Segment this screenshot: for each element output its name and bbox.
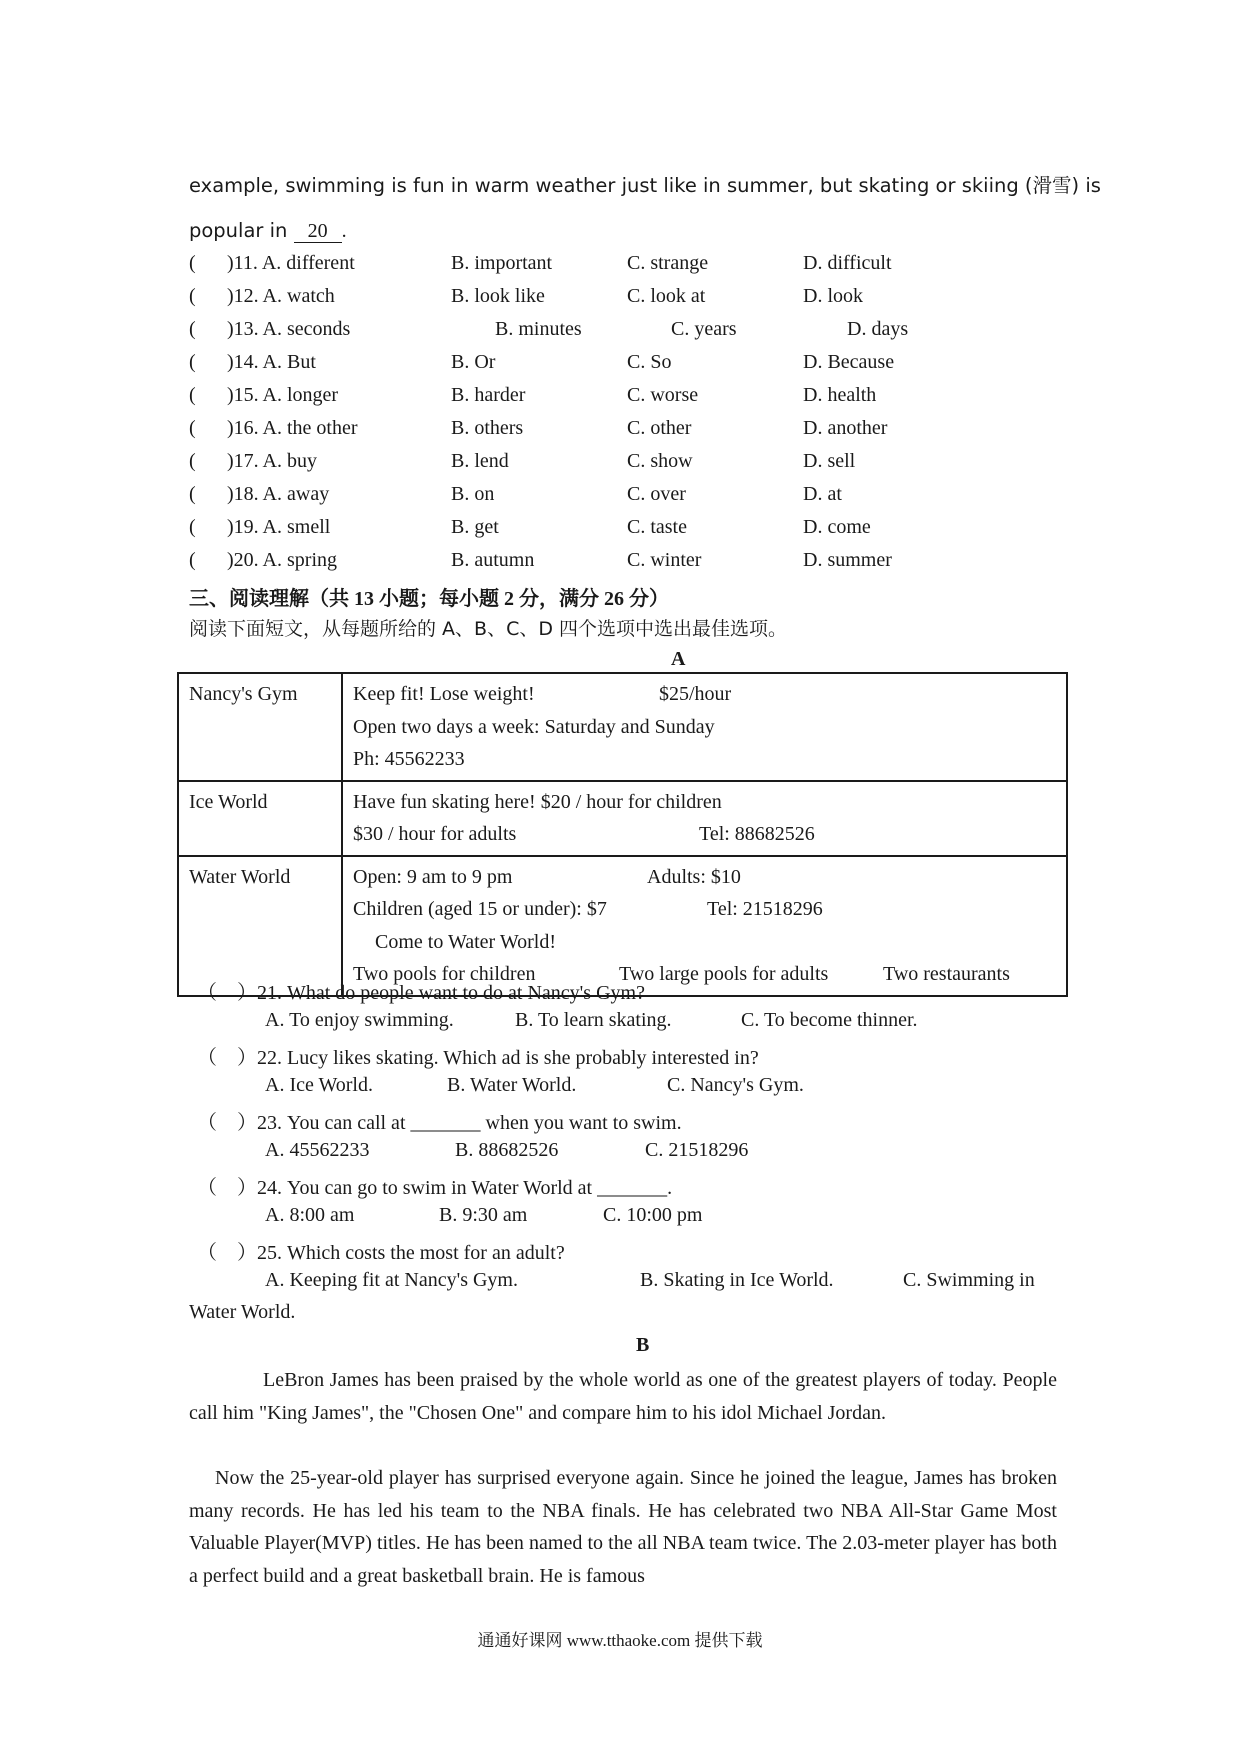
passage-b-paragraph-1: LeBron James has been praised by the whole world as one of the greatest players of today. People call him "King James", the "Chosen One" and compare him to his idol Michael Jordan. xyxy=(189,1369,1057,1424)
option-c: C. Nancy's Gym. xyxy=(667,1074,804,1096)
ad-phone: Ph: 45562233 xyxy=(353,748,465,770)
option-b: B. To learn skating. xyxy=(515,1009,672,1031)
option-a: A. To enjoy swimming. xyxy=(265,1009,454,1031)
option-c: C. years xyxy=(671,318,737,340)
ad-name: Ice World xyxy=(178,781,342,856)
ad-details xyxy=(342,673,1067,781)
ad-price: $25/hour xyxy=(659,683,732,705)
ad-slogan: Keep fit! Lose weight! xyxy=(353,683,535,705)
passage-b-letter: B xyxy=(636,1334,650,1356)
cloze-question-16 xyxy=(189,417,949,447)
option-d: D. at xyxy=(803,483,842,505)
ad-phone: Tel: 88682526 xyxy=(699,823,815,845)
question-25-option-c-continued: Water World. xyxy=(189,1301,296,1323)
option-b: B. on xyxy=(451,483,495,505)
section-instruction: 阅读下面短文，从每题所给的 A、B、C、D 四个选项中选出最佳选项。 xyxy=(189,618,788,640)
option-c: C. taste xyxy=(627,516,687,538)
answer-paren: ( xyxy=(189,384,196,406)
option-d: D. days xyxy=(847,318,909,340)
option-b: B. lend xyxy=(451,450,509,472)
cloze-question-11 xyxy=(189,252,949,282)
option-c: C. over xyxy=(627,483,686,505)
option-a: )14. A. But xyxy=(227,351,316,373)
ad-details xyxy=(342,856,1067,996)
cloze-question-15 xyxy=(189,384,949,414)
option-a: )15. A. longer xyxy=(227,384,339,406)
option-a: A. Ice World. xyxy=(265,1074,373,1096)
option-a: )19. A. smell xyxy=(227,516,331,538)
question-25-options xyxy=(265,1269,1057,1299)
option-b: B. look like xyxy=(451,285,545,307)
ad-slogan: Come to Water World! xyxy=(375,930,557,953)
option-b: B. harder xyxy=(451,384,526,406)
option-a: )17. A. buy xyxy=(227,450,317,472)
answer-paren: ( xyxy=(189,318,196,340)
option-c: C. other xyxy=(627,417,692,439)
ad-hours: Open two days a week: Saturday and Sunday xyxy=(353,715,715,738)
ad-water-world xyxy=(178,856,1067,996)
option-c: C. So xyxy=(627,351,672,373)
option-a: )20. A. spring xyxy=(227,549,337,571)
ad-name: Water World xyxy=(178,856,342,996)
ad-child-price: Children (aged 15 or under): $7 xyxy=(353,898,607,920)
ad-ice-world xyxy=(178,781,1067,856)
passage-a-letter: A xyxy=(671,648,686,670)
option-d: D. look xyxy=(803,285,863,307)
cloze-question-19 xyxy=(189,516,949,546)
option-d: D. summer xyxy=(803,549,892,571)
option-d: D. sell xyxy=(803,450,856,472)
option-c: C. 21518296 xyxy=(645,1139,749,1161)
ad-hours: Open: 9 am to 9 pm xyxy=(353,865,513,888)
option-c: C. 10:00 pm xyxy=(603,1204,703,1226)
cloze-text-line-2 xyxy=(189,219,347,243)
option-a: A. 8:00 am xyxy=(265,1204,355,1226)
option-c: C. show xyxy=(627,450,693,472)
answer-paren: ( xyxy=(189,549,196,571)
question-23-options xyxy=(265,1139,965,1169)
ad-nancys-gym xyxy=(178,673,1067,781)
question-22: （ ）22. Lucy likes skating. Which ad is she probably interested in? xyxy=(197,1047,759,1069)
cloze-blank-20: 20 xyxy=(294,221,342,243)
option-d: D. difficult xyxy=(803,252,892,274)
option-c: C. winter xyxy=(627,549,702,571)
ads-table xyxy=(177,672,1068,997)
option-b: B. others xyxy=(451,417,524,439)
option-c: C. To become thinner. xyxy=(741,1009,918,1031)
ad-name: Nancy's Gym xyxy=(178,673,342,781)
cloze-question-14 xyxy=(189,351,949,381)
cloze-question-12 xyxy=(189,285,949,315)
option-a: )13. A. seconds xyxy=(227,318,351,340)
ad-feature: Two large pools for adults xyxy=(619,963,829,985)
option-a: )16. A. the other xyxy=(227,417,358,439)
option-b: B. Water World. xyxy=(447,1074,577,1096)
passage-b-paragraph-2: Now the 25-year-old player has surprised everyone again. Since he joined the league, James has broken many records. He has led his team to the NBA finals. He has celebrated two NBA All-Star Game Most Valuable Player(MVP) titles. He has been named to the all NBA team twice. The 2.03-meter player has both a perfect build and a great basketball brain. He is famous xyxy=(189,1467,1057,1587)
option-d: D. another xyxy=(803,417,888,439)
option-d: D. come xyxy=(803,516,871,538)
option-b: B. Or xyxy=(451,351,496,373)
question-21: （ ）21. What do people want to do at Nancy's Gym? xyxy=(197,982,645,1004)
cloze-question-13 xyxy=(189,318,949,348)
ad-feature: Two restaurants xyxy=(883,963,1010,985)
ad-feature: Two pools for children xyxy=(353,963,536,985)
question-25: （ ）25. Which costs the most for an adult? xyxy=(197,1242,565,1264)
answer-paren: ( xyxy=(189,483,196,505)
question-24-options xyxy=(265,1204,965,1234)
page-footer: 通通好课网 www.tthaoke.com 提供下载 xyxy=(477,1631,763,1650)
option-c: C. worse xyxy=(627,384,699,406)
ad-adult-price: Adults: $10 xyxy=(647,865,741,888)
option-b: B. 9:30 am xyxy=(439,1204,528,1226)
answer-paren: ( xyxy=(189,450,196,472)
answer-paren: ( xyxy=(189,351,196,373)
ad-details xyxy=(342,781,1067,856)
option-d: D. Because xyxy=(803,351,895,373)
option-c: C. Swimming in xyxy=(903,1269,1035,1291)
cloze-text-line-1: example, swimming is fun in warm weather just like in summer, but skating or skiing (滑雪) is xyxy=(189,174,1101,197)
option-b: B. important xyxy=(451,252,553,274)
option-b: B. minutes xyxy=(495,318,582,340)
option-c: C. look at xyxy=(627,285,706,307)
question-21-options xyxy=(265,1009,965,1039)
answer-paren: ( xyxy=(189,417,196,439)
question-23: （ ）23. You can call at _______ when you want to swim. xyxy=(197,1112,682,1134)
answer-paren: ( xyxy=(189,516,196,538)
option-a: )12. A. watch xyxy=(227,285,335,307)
cloze-text-prefix: popular in xyxy=(189,219,294,242)
ad-phone: Tel: 21518296 xyxy=(707,898,823,920)
option-c: C. strange xyxy=(627,252,709,274)
section-heading: 三、阅读理解（共 13 小题；每小题 2 分，满分 26 分） xyxy=(189,588,669,610)
option-a: )11. A. different xyxy=(227,252,355,274)
cloze-question-18 xyxy=(189,483,949,513)
question-22-options xyxy=(265,1074,965,1104)
option-a: A. 45562233 xyxy=(265,1139,370,1161)
option-a: )18. A. away xyxy=(227,483,330,505)
answer-paren: ( xyxy=(189,285,196,307)
option-b: B. Skating in Ice World. xyxy=(640,1269,834,1291)
cloze-text-suffix: . xyxy=(341,220,347,242)
cloze-question-20 xyxy=(189,549,949,579)
ad-price: $30 / hour for adults xyxy=(353,823,517,845)
option-a: A. Keeping fit at Nancy's Gym. xyxy=(265,1269,518,1291)
cloze-question-17 xyxy=(189,450,949,480)
option-b: B. get xyxy=(451,516,499,538)
answer-paren: ( xyxy=(189,252,196,274)
option-d: D. health xyxy=(803,384,877,406)
option-b: B. 88682526 xyxy=(455,1139,559,1161)
question-24: （ ）24. You can go to swim in Water World at _______. xyxy=(197,1177,673,1199)
ad-slogan: Have fun skating here! $20 / hour for children xyxy=(353,790,722,813)
option-b: B. autumn xyxy=(451,549,535,571)
